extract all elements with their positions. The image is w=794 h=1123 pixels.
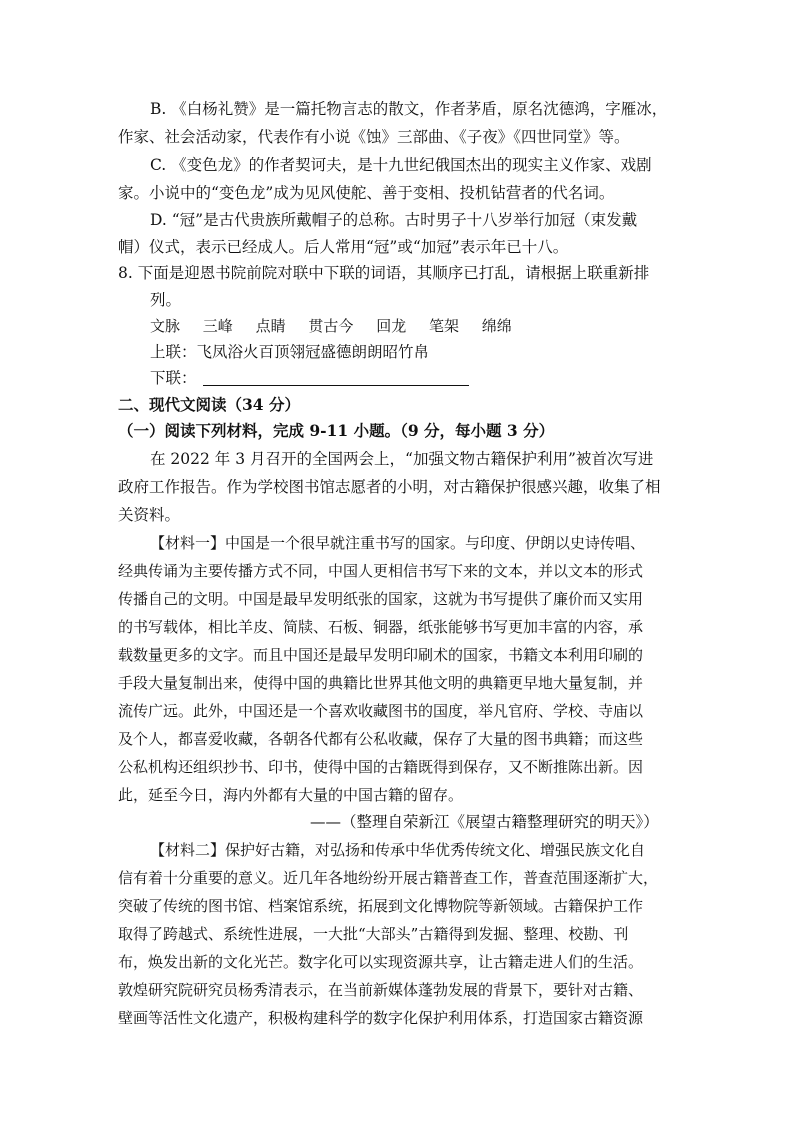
material-2-line: 布，焕发出新的文化光芒。数字化可以实现资源共享，让古籍走进人们的生活。: [118, 953, 644, 971]
section-2-heading: 二、现代文阅读（34 分）: [118, 395, 300, 414]
material-1-line: 【材料一】中国是一个很早就注重书写的国家。与印度、伊朗以史诗传唱、: [150, 534, 646, 552]
word-item: 绵绵: [481, 317, 512, 335]
option-b-line-2: 作家、社会活动家，代表作有小说《蚀》三部曲、《子夜》《四世同堂》等。: [118, 128, 630, 146]
option-c-line-2: 家。小说中的“变色龙”成为见风使舵、善于变相、投机钻营者的代名词。: [118, 184, 615, 202]
material-2-line: 壁画等活性文化遗产，积极构建科学的数字化保护利用体系，打造国家古籍资源: [118, 1009, 644, 1027]
material-1-line: 载数量更多的文字。而且中国还是最早发明印刷术的国家，书籍文本利用印刷的: [118, 646, 644, 664]
option-d-line-1: D. “冠”是古代贵族所戴帽子的总称。古时男子十八岁举行加冠（束发戴: [150, 211, 638, 229]
material-1-line: 公私机构还组织抄书、印书，使得中国的古籍既得到保存，又不断推陈出新。因: [118, 758, 644, 776]
material-1-line: 及个人，都喜爱收藏，各朝各代都有公私收藏，保存了大量的图书典籍；而这些: [118, 730, 644, 748]
material-2-line: 取得了跨越式、系统性进展，一大批“大部头”古籍得到发掘、整理、校勘、刊: [118, 925, 629, 943]
question-8-line-1: 8. 下面是迎恩书院前院对联中下联的词语，其顺序已打乱，请根据上联重新排: [118, 264, 650, 282]
material-1-line: 传播自己的文明。中国是最早发明纸张的国家，这就为书写提供了廉价而又实用: [118, 590, 644, 608]
intro-line-2: 政府工作报告。作为学校图书馆志愿者的小明，对古籍保护很感兴趣，收集了相: [118, 478, 661, 496]
word-item: 点睛: [255, 317, 286, 335]
lower-couplet-label: 下联：: [150, 369, 197, 387]
word-item: 三峰: [202, 317, 233, 335]
material-1-line: 手段大量复制出来，使得中国的典籍比世界其他文明的典籍更早地大量复制，并: [118, 674, 644, 692]
option-c-line-1: C. 《变色龙》的作者契诃夫，是十九世纪俄国杰出的现实主义作家、戏剧: [150, 156, 652, 174]
word-item: 回龙: [376, 317, 407, 335]
material-1-line: 此，延至今日，海内外都有大量的中国古籍的留存。: [118, 786, 464, 804]
material-2-line: 敦煌研究院研究员杨秀清表示，在当前新媒体蓬勃发展的背景下，要针对古籍、: [118, 981, 644, 999]
word-list: [150, 315, 530, 337]
option-b-line-1: B. 《白杨礼赞》是一篇托物言志的散文，作者茅盾，原名沈德鸿，字雁冰，: [150, 100, 668, 118]
intro-line-3: 关资料。: [118, 506, 181, 524]
question-8-line-2: 列。: [150, 291, 182, 309]
material-2-line: 【材料二】保护好古籍，对弘扬和传承中华优秀传统文化、增强民族文化自: [150, 841, 646, 859]
option-d-line-2: 帽）仪式，表示已经成人。后人常用“冠”或“加冠”表示年已十八。: [118, 238, 569, 256]
material-2-line: 突破了传统的图书馆、档案馆系统，拓展到文化博物院等新领域。古籍保护工作: [118, 897, 644, 915]
material-1-source: ——（整理自荣新江《展望古籍整理研究的明天》）: [310, 813, 659, 831]
intro-line-1: 在 2022 年 3 月召开的全国两会上，“加强文物古籍保护利用”被首次写进: [150, 450, 654, 468]
lower-couplet-row: [150, 367, 469, 389]
material-1-line: 的书写载体，相比羊皮、简牍、石板、铜器，纸张能够书写更加丰富的内容，承: [118, 618, 644, 636]
word-item: 贯古今: [308, 317, 354, 335]
material-1-line: 流传广远。此外，中国还是一个喜欢收藏图书的国度，举凡官府、学校、寺庙以: [118, 702, 644, 720]
material-1-line: 经典传诵为主要传播方式不同，中国人更相信书写下来的文本，并以文本的形式: [118, 562, 644, 580]
word-item: 文脉: [150, 317, 181, 335]
section-2-subheading: （一）阅读下列材料，完成 9-11 小题。（9 分，每小题 3 分）: [118, 421, 555, 440]
answer-blank[interactable]: [203, 367, 469, 386]
upper-couplet: 上联：飞凤浴火百顶翎冠盛德朗朗昭竹帛: [150, 343, 430, 361]
material-2-line: 信有着十分重要的意义。近几年各地纷纷开展古籍普查工作，普查范围逐渐扩大，: [118, 869, 659, 887]
word-item: 笔架: [428, 317, 459, 335]
